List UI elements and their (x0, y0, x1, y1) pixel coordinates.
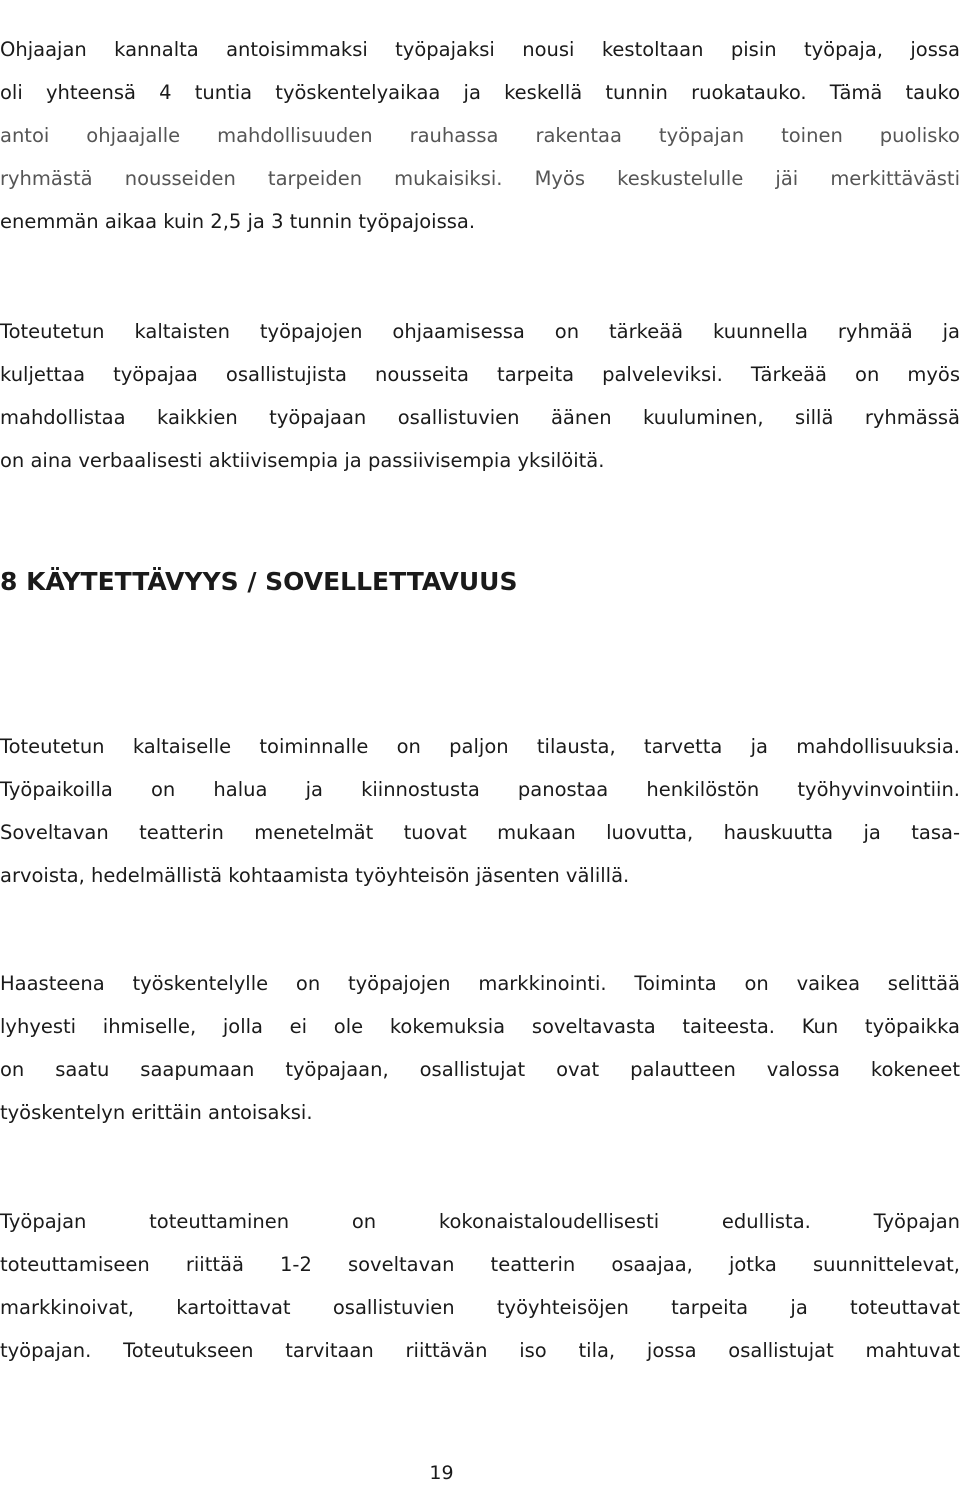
paragraph-line: Työpaikoilla on halua ja kiinnostusta panostaa henkilöstön työhyvinvointiin. (0, 778, 960, 801)
paragraph-line: kuljettaa työpajaa osallistujista nousseita tarpeita palveleviksi. Tärkeää on myös (0, 363, 960, 386)
page-number: 19 (429, 1462, 454, 1484)
paragraph-line: Ohjaajan kannalta antoisimmaksi työpajaksi nousi kestoltaan pisin työpaja, jossa (0, 38, 960, 61)
paragraph-line: on aina verbaalisesti aktiivisempia ja passiivisempia yksilöitä. (0, 449, 605, 472)
paragraph-line: oli yhteensä 4 tuntia työskentelyaikaa ja keskellä tunnin ruokatauko. Tämä tauko (0, 81, 960, 104)
paragraph-line: Soveltavan teatterin menetelmät tuovat mukaan luovutta, hauskuutta ja tasa- (0, 821, 960, 844)
paragraph-line: on saatu saapumaan työpajaan, osallistujat ovat palautteen valossa kokeneet (0, 1058, 960, 1081)
paragraph-line: toteuttamiseen riittää 1-2 soveltavan teatterin osaajaa, jotka suunnittelevat, (0, 1253, 960, 1276)
section-heading: 8 KÄYTETTÄVYYS / SOVELLETTAVUUS (0, 567, 518, 596)
paragraph-line: arvoista, hedelmällistä kohtaamista työyhteisön jäsenten välillä. (0, 864, 630, 887)
paragraph-line: Haasteena työskentelylle on työpajojen markkinointi. Toiminta on vaikea selittää (0, 972, 960, 995)
paragraph-line: antoi ohjaajalle mahdollisuuden rauhassa rakentaa työpajan toinen puolisko (0, 124, 960, 147)
paragraph-line: työskentelyn erittäin antoisaksi. (0, 1101, 313, 1124)
paragraph-line: markkinoivat, kartoittavat osallistuvien työyhteisöjen tarpeita ja toteuttavat (0, 1296, 960, 1319)
paragraph-line: Työpajan toteuttaminen on kokonaistaloudellisesti edullista. Työpajan (0, 1210, 960, 1233)
paragraph-line: työpajan. Toteutukseen tarvitaan riittävän iso tila, jossa osallistujat mahtuvat (0, 1339, 960, 1362)
paragraph-line: ryhmästä nousseiden tarpeiden mukaisiksi. Myös keskustelulle jäi merkittävästi (0, 167, 960, 190)
paragraph-line: lyhyesti ihmiselle, jolla ei ole kokemuksia soveltavasta taiteesta. Kun työpaikka (0, 1015, 960, 1038)
paragraph-line: Toteutetun kaltaiselle toiminnalle on paljon tilausta, tarvetta ja mahdollisuuksia. (0, 735, 960, 758)
paragraph-line: mahdollistaa kaikkien työpajaan osallistuvien äänen kuuluminen, sillä ryhmässä (0, 406, 960, 429)
paragraph-line: Toteutetun kaltaisten työpajojen ohjaamisessa on tärkeää kuunnella ryhmää ja (0, 320, 960, 343)
paragraph-line: enemmän aikaa kuin 2,5 ja 3 tunnin työpajoissa. (0, 210, 476, 233)
